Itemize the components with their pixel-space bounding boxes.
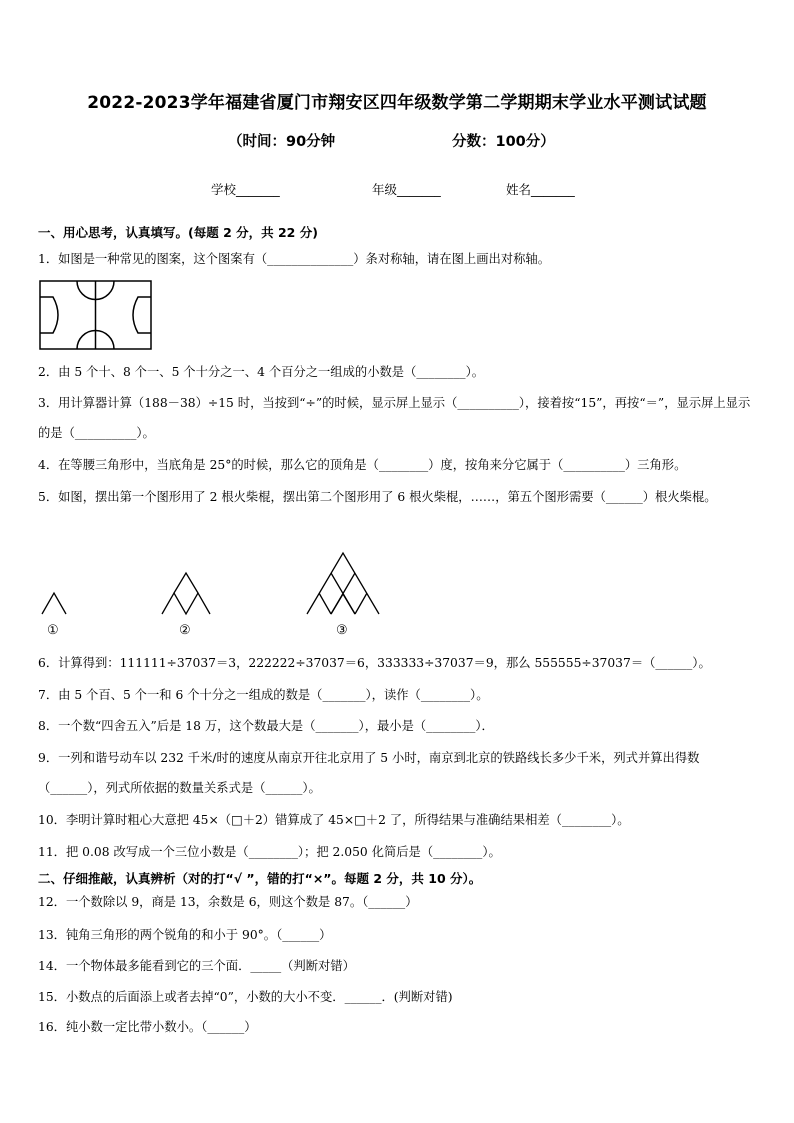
court-pattern-figure bbox=[39, 280, 155, 352]
question-5: 5．如图，摆出第一个图形用了 2 根火柴棍，摆出第二个图形用了 6 根火柴棍，……，第五个图形需要（______）根火柴棍。 bbox=[38, 490, 717, 504]
question-8: 8．一个数“四舍五入”后是 18 万，这个数最大是（_______），最小是（________）． bbox=[38, 719, 494, 733]
matchstick-figure-1 bbox=[40, 590, 70, 616]
figure-label-1: ① bbox=[47, 623, 59, 638]
exam-score: 分数：100分） bbox=[452, 134, 555, 150]
grade-field[interactable]: 年级_______ bbox=[372, 182, 441, 197]
question-9: 9．一列和谐号动车以 232 千米/时的速度从南京开往北京用了 5 小时，南京到北京的铁路线长多少千米，列式并算出得数（______），列式所依据的数量关系式是（______）。 bbox=[38, 751, 700, 795]
matchstick-figure-3 bbox=[305, 550, 383, 616]
question-15: 15．小数点的后面添上或者去掉“0”，小数的大小不变．______．(判断对错) bbox=[38, 990, 453, 1004]
section-1-heading: 一、用心思考，认真填写。(每题 2 分，共 22 分) bbox=[38, 225, 318, 240]
name-field[interactable]: 姓名_______ bbox=[506, 182, 575, 197]
school-field[interactable]: 学校_______ bbox=[211, 182, 280, 197]
question-11: 11．把 0.08 改写成一个三位小数是（________）；把 2.050 化简后是（________）。 bbox=[38, 845, 501, 859]
question-7: 7．由 5 个百、5 个一和 6 个十分之一组成的数是（_______），读作（________）。 bbox=[38, 688, 489, 702]
question-14: 14．一个物体最多能看到它的三个面．_____（判断对错） bbox=[38, 959, 355, 973]
question-10: 10．李明计算时粗心大意把 45×（□＋2）错算成了 45×□＋2 了，所得结果与准确结果相差（________）。 bbox=[38, 813, 630, 827]
question-12: 12．一个数除以 9，商是 13，余数是 6，则这个数是 87。（______） bbox=[38, 895, 418, 909]
question-3: 3．用计算器计算（188－38）÷15 时，当按到“÷”的时候，显示屏上显示（__________），接着按“15”，再按“＝”，显示屏上显示的是（__________）。 bbox=[38, 396, 751, 440]
exam-time: （时间：90分钟 bbox=[228, 134, 336, 150]
question-13: 13．钝角三角形的两个锐角的和小于 90°。（______） bbox=[38, 928, 332, 942]
figure-label-3: ③ bbox=[336, 623, 348, 638]
question-6: 6．计算得到：111111÷37037＝3，222222÷37037＝6，333333÷37037＝9，那么 555555÷37037＝（______）。 bbox=[38, 656, 711, 670]
figure-label-2: ② bbox=[179, 623, 191, 638]
question-1: 1．如图是一种常见的图案，这个图案有（______________）条对称轴，请在图上画出对称轴。 bbox=[38, 252, 550, 266]
question-2: 2．由 5 个十、8 个一、5 个十分之一、4 个百分之一组成的小数是（________）。 bbox=[38, 365, 485, 379]
section-2-heading: 二、仔细推敲，认真辨析（对的打“√ ”，错的打“×”。每题 2 分，共 10 分）。 bbox=[38, 871, 482, 886]
question-4: 4．在等腰三角形中，当底角是 25°的时候，那么它的顶角是（________）度，按角来分它属于（__________）三角形。 bbox=[38, 458, 687, 472]
matchstick-figure-2 bbox=[160, 570, 214, 616]
page-title: 2022-2023学年福建省厦门市翔安区四年级数学第二学期期末学业水平测试试题 bbox=[87, 93, 707, 113]
question-16: 16．纯小数一定比带小数小。（______） bbox=[38, 1020, 257, 1034]
